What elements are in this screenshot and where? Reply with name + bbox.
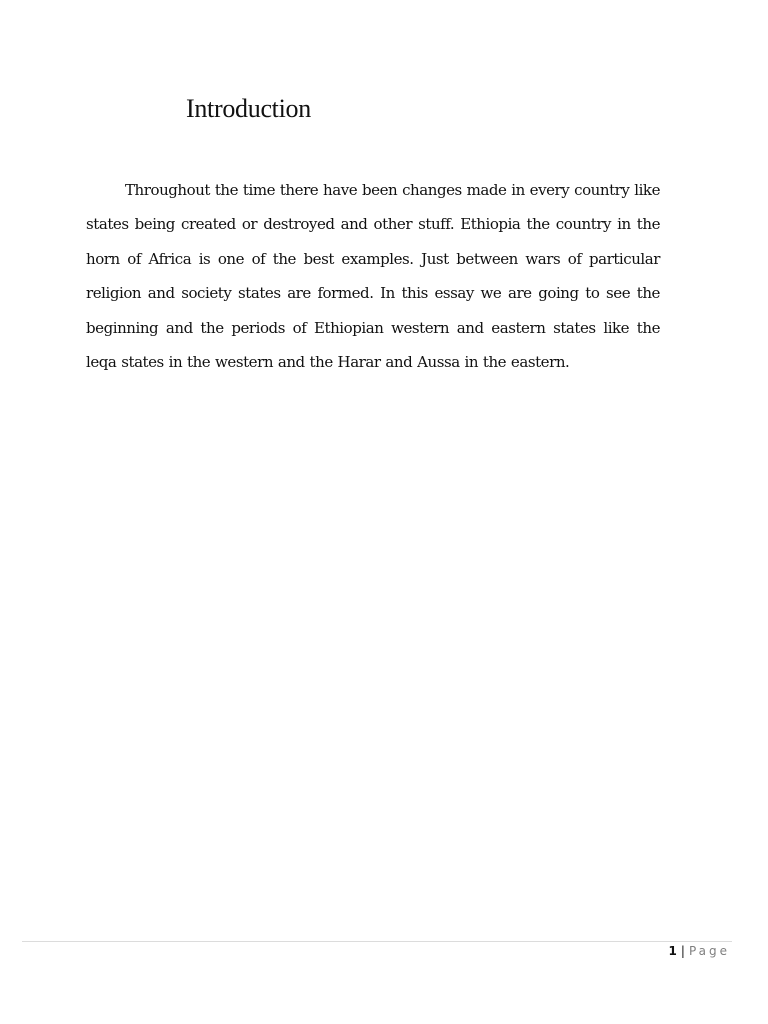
footer-separator: | [680,944,685,958]
page-footer [669,942,730,960]
footer-divider [22,941,732,942]
body-paragraph: Throughout the time there have been changes made in every country like states being created or destroyed and other stuff. Ethiopia the country in the horn of Africa is one of the best examples. Just between wars of particular religion and society states are formed. In this essay we are going to see the beginning and the periods of Ethiopian western and eastern states like the leqa states in the western and the Harar and Aussa in the eastern. [86,181,660,372]
section-heading: Introduction [186,94,311,123]
page-label: Page [688,944,730,958]
page-number: 1 [668,944,677,958]
